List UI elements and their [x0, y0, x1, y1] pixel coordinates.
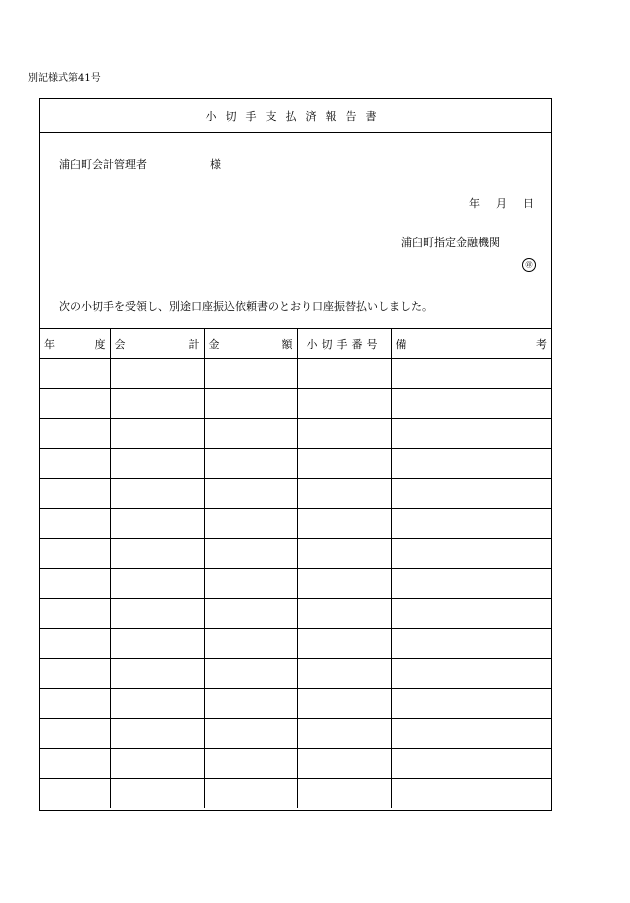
cell-check-number[interactable]	[297, 449, 391, 479]
cell-remarks[interactable]	[391, 509, 551, 539]
table-row	[40, 419, 551, 449]
cell-check-number[interactable]	[297, 479, 391, 509]
form-title: 小切手支払済報告書	[40, 99, 551, 133]
cell-remarks[interactable]	[391, 659, 551, 689]
table-row	[40, 749, 551, 779]
cell-fiscal-year[interactable]	[40, 419, 110, 449]
cell-amount[interactable]	[204, 479, 297, 509]
cell-amount[interactable]	[204, 629, 297, 659]
cell-account[interactable]	[110, 719, 204, 749]
cell-fiscal-year[interactable]	[40, 779, 110, 809]
cell-remarks[interactable]	[391, 479, 551, 509]
cell-account[interactable]	[110, 539, 204, 569]
cell-remarks[interactable]	[391, 419, 551, 449]
cell-amount[interactable]	[204, 569, 297, 599]
cell-remarks[interactable]	[391, 539, 551, 569]
cell-fiscal-year[interactable]	[40, 689, 110, 719]
table-row	[40, 479, 551, 509]
cell-amount[interactable]	[204, 659, 297, 689]
cell-check-number[interactable]	[297, 599, 391, 629]
table-row	[40, 689, 551, 719]
cell-account[interactable]	[110, 749, 204, 779]
cell-remarks[interactable]	[391, 719, 551, 749]
cell-fiscal-year[interactable]	[40, 719, 110, 749]
table-row	[40, 389, 551, 419]
cell-remarks[interactable]	[391, 689, 551, 719]
cell-check-number[interactable]	[297, 569, 391, 599]
cell-account[interactable]	[110, 689, 204, 719]
cell-account[interactable]	[110, 659, 204, 689]
table-row	[40, 539, 551, 569]
cell-check-number[interactable]	[297, 509, 391, 539]
cell-fiscal-year[interactable]	[40, 359, 110, 389]
cell-amount[interactable]	[204, 599, 297, 629]
cell-remarks[interactable]	[391, 569, 551, 599]
cell-check-number[interactable]	[297, 629, 391, 659]
cell-check-number[interactable]	[297, 719, 391, 749]
year-label: 年	[469, 197, 480, 210]
addressee: 浦臼町会計管理者	[59, 158, 147, 171]
report-form	[39, 98, 552, 811]
bank-name: 浦臼町指定金融機関	[401, 236, 500, 249]
cell-account[interactable]	[110, 419, 204, 449]
cell-fiscal-year[interactable]	[40, 749, 110, 779]
cell-check-number[interactable]	[297, 419, 391, 449]
cell-amount[interactable]	[204, 509, 297, 539]
cell-amount[interactable]	[204, 449, 297, 479]
table-row	[40, 629, 551, 659]
cell-remarks[interactable]	[391, 749, 551, 779]
table-row	[40, 659, 551, 689]
cell-amount[interactable]	[204, 419, 297, 449]
cell-check-number[interactable]	[297, 659, 391, 689]
cell-account[interactable]	[110, 479, 204, 509]
cell-fiscal-year[interactable]	[40, 449, 110, 479]
cell-check-number[interactable]	[297, 359, 391, 389]
cell-check-number[interactable]	[297, 389, 391, 419]
cell-account[interactable]	[110, 779, 204, 809]
table-row	[40, 359, 551, 389]
cell-remarks[interactable]	[391, 599, 551, 629]
header-amount: 金 額	[204, 329, 297, 359]
cell-account[interactable]	[110, 389, 204, 419]
header-account: 会 計	[110, 329, 204, 359]
table-row	[40, 599, 551, 629]
table-row	[40, 449, 551, 479]
cell-account[interactable]	[110, 359, 204, 389]
cell-account[interactable]	[110, 629, 204, 659]
day-label: 日	[523, 197, 534, 210]
table-row	[40, 509, 551, 539]
cell-account[interactable]	[110, 569, 204, 599]
table-header-row	[40, 329, 551, 359]
cell-account[interactable]	[110, 449, 204, 479]
cell-amount[interactable]	[204, 539, 297, 569]
cell-remarks[interactable]	[391, 359, 551, 389]
cell-remarks[interactable]	[391, 389, 551, 419]
form-id: 別記様式第41号	[28, 73, 101, 84]
cell-check-number[interactable]	[297, 749, 391, 779]
cell-amount[interactable]	[204, 719, 297, 749]
table-row	[40, 719, 551, 749]
cell-remarks[interactable]	[391, 779, 551, 809]
cell-amount[interactable]	[204, 749, 297, 779]
cell-check-number[interactable]	[297, 539, 391, 569]
cell-fiscal-year[interactable]	[40, 659, 110, 689]
cell-fiscal-year[interactable]	[40, 509, 110, 539]
cell-fiscal-year[interactable]	[40, 569, 110, 599]
cell-amount[interactable]	[204, 779, 297, 809]
month-label: 月	[496, 197, 507, 210]
cell-fiscal-year[interactable]	[40, 629, 110, 659]
form-header-section	[40, 133, 551, 329]
date-line	[469, 195, 534, 211]
cell-check-number[interactable]	[297, 689, 391, 719]
header-remarks: 備 考	[391, 329, 551, 359]
cell-amount[interactable]	[204, 359, 297, 389]
cell-fiscal-year[interactable]	[40, 479, 110, 509]
cell-remarks[interactable]	[391, 449, 551, 479]
table-row	[40, 779, 551, 809]
cell-account[interactable]	[110, 599, 204, 629]
cell-remarks[interactable]	[391, 629, 551, 659]
honorific: 様	[210, 158, 221, 171]
cell-fiscal-year[interactable]	[40, 539, 110, 569]
seal-mark: ㊞	[522, 258, 536, 272]
cell-fiscal-year[interactable]	[40, 389, 110, 419]
cell-check-number[interactable]	[297, 779, 391, 809]
header-fiscal-year: 年 度	[40, 329, 110, 359]
cell-amount[interactable]	[204, 389, 297, 419]
cell-fiscal-year[interactable]	[40, 599, 110, 629]
table-body	[40, 359, 551, 809]
table-row	[40, 569, 551, 599]
statement-text: 次の小切手を受領し、別途口座振込依頼書のとおり口座振替払いしました。	[59, 300, 433, 313]
cell-amount[interactable]	[204, 689, 297, 719]
payment-table	[40, 329, 551, 808]
header-check-number: 小切手番号	[297, 329, 391, 359]
cell-account[interactable]	[110, 509, 204, 539]
